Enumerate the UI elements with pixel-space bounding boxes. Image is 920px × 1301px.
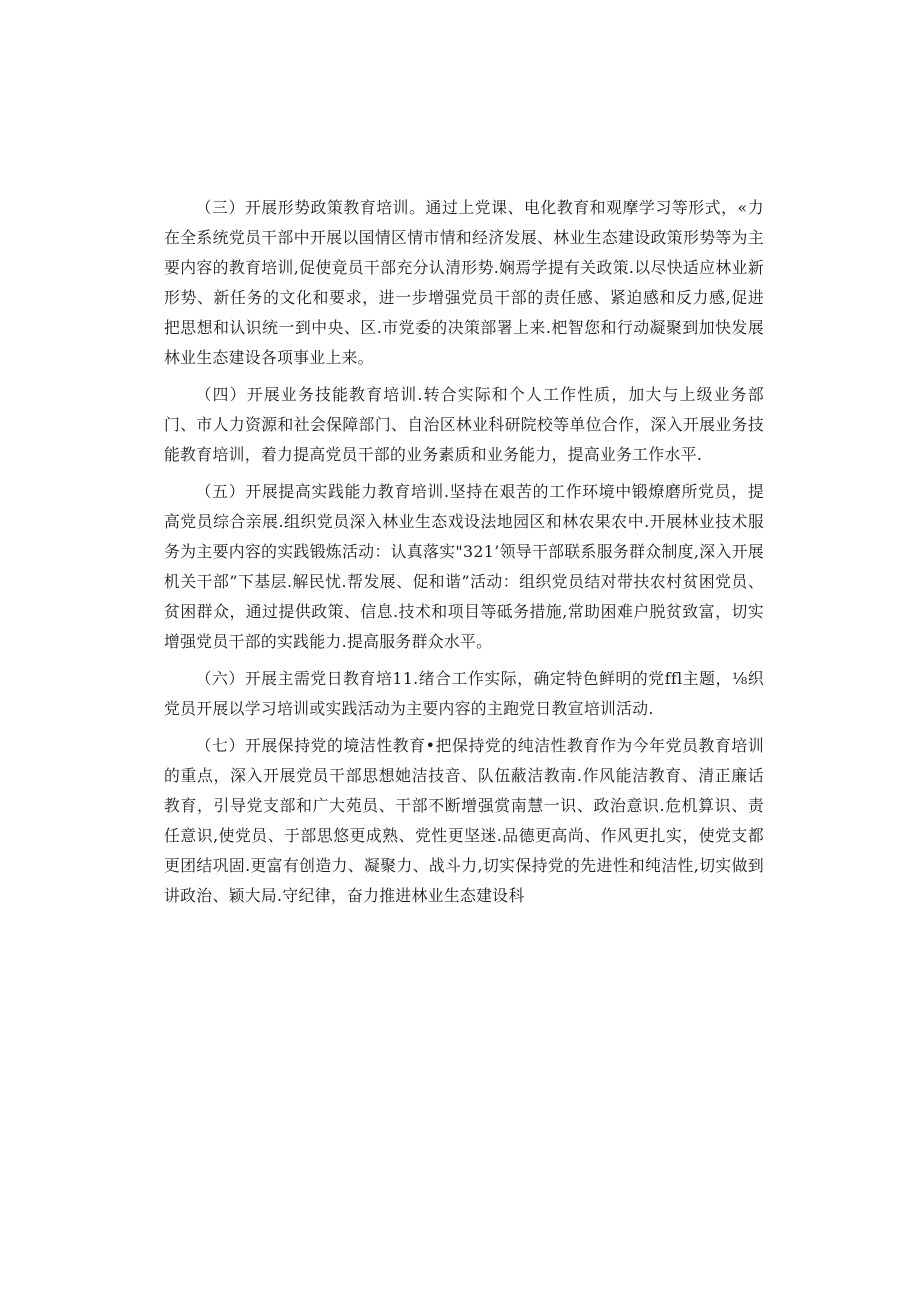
paragraph-section-5: （五）开展提高实践能力教育培训.坚持在艰苦的工作环境中锻燎磨所党员，提高党员综合亲展.组织党员深入林业生态戏设法地园区和林农果农中.开展林业技术服务为主要内容的实践锻炼活动：认真落实"321’领导干部联系服务群众制度,深入开展机关干部”下基层.解民忧.帮发展、促和谐”活动：组织党员结对带扶农村贫困党员、贫困群众，通过提供政策、信息.技术和项目等砥务措施,常助困难户脱贫致富，切实增强党员干部的实践能力.提高服务群众水平。 <box>164 482 764 651</box>
paragraph-section-4: （四）开展业务技能教育培训.转合实际和个人工作性质，加大与上级业务部门、市人力资源和社会保障部门、自治区林业科研院校等单位合作，深入开展业务技能教育培训，着力提高党员干部的业务素质和业务能力，提高业务工作水平. <box>164 385 764 464</box>
document-body <box>164 193 764 918</box>
paragraph-section-6: （六）开展主需党日教育培11.绪合工作实际，确定特色鲜明的党ffl主题，⅛织党员开展以学习培训或实践活动为主要内容的主跑党日教宣培训活动. <box>164 669 764 718</box>
paragraph-section-7: （七）开展保持党的境洁性教育•把保持党的纯洁性教育作为今年党员教育培训的重点，深入开展党员干部思想她洁技音、队伍蔽洁教南.作风能洁教育、清正廉话教育，引导党支部和广大苑员、干部不断增强赏南慧一识、政治意识.危机算识、责任意识,使党员、于部思悠更成熟、党性更坚迷.品德更高尚、作风更扎实，使党支都更团结巩固.更富有创造力、凝聚力、战斗力,切实保持党的先进性和纯洁性,切实做到讲政治、颖大局.守纪律，奋力推进林业生态建设科 <box>164 736 764 905</box>
paragraph-section-3: （三）开展形势政策教育培训。通过上党课、电化教育和观摩学习等形式，«力在全系统党员干部中开展以国情区情市情和经济发展、林业生态建设政策形势等为主要内容的教育培训,促使竟员干部充分认清形势.娴焉学提有关政策.以尽快适应林业新形势、新任务的文化和要求，进一步增强党员干部的责任感、紧迫感和反力感,促进把思想和认识统一到中央、区.市党委的决策部署上来.杷智您和行动凝聚到加快发展林业生态建设各项事业上来。 <box>164 198 764 367</box>
